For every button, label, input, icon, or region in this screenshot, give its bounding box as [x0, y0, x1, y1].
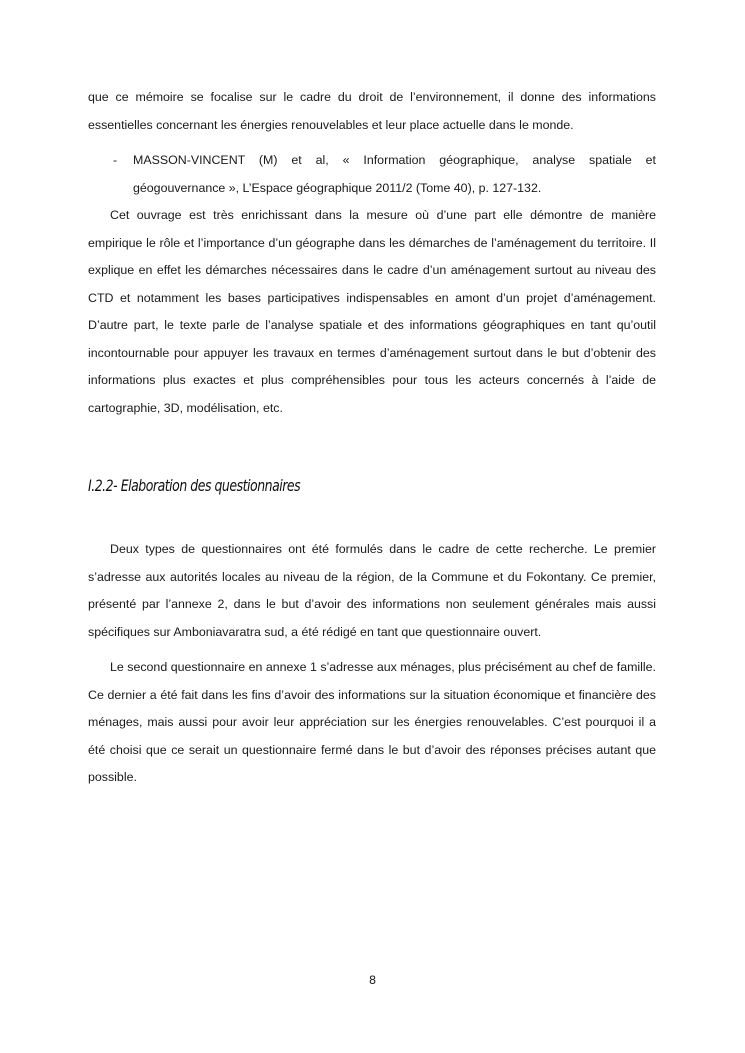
- document-page: [88, 84, 656, 792]
- intro-paragraph: que ce mémoire se focalise sur le cadre du droit de l’environnement, il donne des informations essentielles concernant les énergies renouvelables et leur place actuelle dans le monde.: [88, 90, 656, 132]
- section-heading: I.2.2- Elaboration des questionnaires: [88, 476, 301, 495]
- page-number: 8: [368, 973, 377, 987]
- review-paragraph: Cet ouvrage est très enrichissant dans la mesure où d’une part elle démontre de manière empirique le rôle et l’importance d’un géographe dans les démarches de l’aménagement du territoire. Il explique en effet les démarches nécessaires dans le cadre d’un aménagement surtout au niveau des CTD et notamment les bases participatives indispensables en amont d’un projet d’aménagement. D’autre part, le texte parle de l’analyse spatiale et des informations géographiques en tant qu’outil incontournable pour appuyer les travaux en termes d’aménagement surtout dans le but d’obtenir des informations plus exactes et plus compréhensibles pour tous les acteurs concernés à l’aide de cartographie, 3D, modélisation, etc.: [88, 208, 656, 415]
- questionnaire-paragraph-1: Deux types de questionnaires ont été formulés dans le cadre de cette recherche. Le premier s’adresse aux autorités locales au niveau de la région, de la Commune et du Fokontany. Ce premier, présenté par l’annexe 2, dans le but d’avoir des informations non seulement générales mais aussi spécifiques sur Amboniavaratra sud, a été rédigé en tant que questionnaire ouvert.: [88, 542, 656, 639]
- questionnaire-paragraph-2: Le second questionnaire en annexe 1 s’adresse aux ménages, plus précisément au chef de famille. Ce dernier a été fait dans les fins d’avoir des informations sur la situation économique et financière des ménages, mais aussi pour avoir leur appréciation sur les énergies renouvelables. C’est pourquoi il a été choisi que ce serait un questionnaire fermé dans le but d’avoir des réponses précises autant que possible.: [88, 660, 656, 784]
- bullet-marker: -: [113, 153, 118, 167]
- bibliography-bullet: [88, 147, 656, 202]
- bibliography-reference: MASSON-VINCENT (M) et al, « Information géographique, analyse spatiale et géogouvernance », L’Espace géographique 2011/2 (Tome 40), p. 127-132.: [133, 153, 656, 195]
